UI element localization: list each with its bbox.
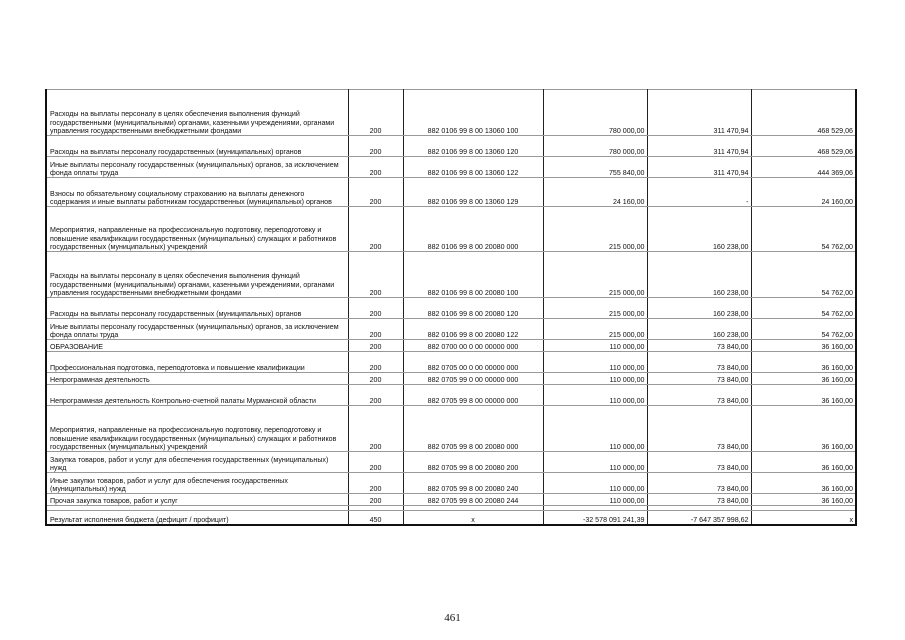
row-approved-amount: 110 000,00 [543,494,647,506]
row-budget-code: 882 0705 99 8 00 20080 000 [403,406,543,452]
row-unexecuted-amount: 36 160,00 [751,494,856,506]
row-approved-amount: 755 840,00 [543,157,647,178]
row-line-code: 200 [348,136,403,157]
row-budget-code: 882 0106 99 8 00 20080 120 [403,298,543,319]
row-budget-code: 882 0106 99 8 00 13060 129 [403,178,543,207]
table-row [46,373,856,385]
table-row [46,494,856,506]
budget-table [45,89,857,526]
row-executed-amount: -7 647 357 998,62 [647,511,751,526]
row-unexecuted-amount: 36 160,00 [751,452,856,473]
row-line-code: 200 [348,340,403,352]
row-budget-code: 882 0705 99 8 00 00000 000 [403,385,543,406]
row-approved-amount: 780 000,00 [543,136,647,157]
row-line-code: 200 [348,494,403,506]
row-line-code: 200 [348,157,403,178]
row-name: Результат исполнения бюджета (дефицит / профицит) [46,511,348,526]
row-budget-code: 882 0705 99 8 00 20080 240 [403,473,543,494]
row-unexecuted-amount: 36 160,00 [751,473,856,494]
row-approved-amount: 215 000,00 [543,298,647,319]
row-line-code: 200 [348,252,403,298]
row-executed-amount: 73 840,00 [647,473,751,494]
table-row [46,319,856,340]
table-row [46,406,856,452]
row-approved-amount: 110 000,00 [543,373,647,385]
row-line-code: 200 [348,452,403,473]
row-executed-amount: 160 238,00 [647,252,751,298]
row-executed-amount: 311 470,94 [647,157,751,178]
row-budget-code: 882 0106 99 8 00 13060 120 [403,136,543,157]
row-executed-amount: 73 840,00 [647,494,751,506]
table-row [46,157,856,178]
row-unexecuted-amount: 24 160,00 [751,178,856,207]
row-unexecuted-amount: 444 369,06 [751,157,856,178]
table-row [46,136,856,157]
row-line-code: 200 [348,473,403,494]
table-row [46,352,856,373]
row-approved-amount: 780 000,00 [543,90,647,136]
row-name: Закупка товаров, работ и услуг для обеспечения государственных (муниципальных) нужд [46,452,348,473]
row-unexecuted-amount: 36 160,00 [751,406,856,452]
table-row [46,452,856,473]
table-row [46,178,856,207]
row-budget-code: 882 0705 99 8 00 20080 244 [403,494,543,506]
row-executed-amount: 160 238,00 [647,319,751,340]
row-budget-code: 882 0705 00 0 00 00000 000 [403,352,543,373]
row-line-code: 200 [348,373,403,385]
row-executed-amount: 160 238,00 [647,207,751,252]
page-number: 461 [444,612,461,624]
row-unexecuted-amount: x [751,511,856,526]
row-name: Непрограммная деятельность [46,373,348,385]
row-name: Расходы на выплаты персоналу в целях обеспечения выполнения функций государственными (муниципальными) органами, казенными учреждениями, органами управления государственными внебюджетными фондами [46,252,348,298]
row-line-code: 200 [348,178,403,207]
row-executed-amount: 73 840,00 [647,373,751,385]
row-unexecuted-amount: 468 529,06 [751,90,856,136]
row-unexecuted-amount: 36 160,00 [751,340,856,352]
row-name: Иные выплаты персоналу государственных (муниципальных) органов, за исключением фонда оплаты труда [46,157,348,178]
row-approved-amount: 110 000,00 [543,452,647,473]
row-executed-amount: 73 840,00 [647,352,751,373]
row-budget-code: x [403,511,543,526]
row-line-code: 200 [348,406,403,452]
row-line-code: 200 [348,385,403,406]
row-approved-amount: 215 000,00 [543,207,647,252]
row-line-code: 200 [348,319,403,340]
row-budget-code: 882 0700 00 0 00 00000 000 [403,340,543,352]
row-budget-code: 882 0106 99 8 00 20080 000 [403,207,543,252]
row-budget-code: 882 0106 99 8 00 13060 100 [403,90,543,136]
row-approved-amount: 110 000,00 [543,406,647,452]
row-name: Взносы по обязательному социальному страхованию на выплаты денежного содержания и иные выплаты работникам государственных (муниципальных) органов [46,178,348,207]
row-executed-amount: 311 470,94 [647,136,751,157]
row-executed-amount: 73 840,00 [647,406,751,452]
row-unexecuted-amount: 54 762,00 [751,252,856,298]
table-row-result [46,511,856,526]
table-row [46,90,856,136]
row-name: Расходы на выплаты персоналу в целях обеспечения выполнения функций государственными (муниципальными) органами, казенными учреждениями, органами управления государственными внебюджетными фондами [46,90,348,136]
row-name: Иные выплаты персоналу государственных (муниципальных) органов, за исключением фонда оплаты труда [46,319,348,340]
row-executed-amount: 311 470,94 [647,90,751,136]
row-budget-code: 882 0106 99 8 00 20080 122 [403,319,543,340]
row-executed-amount: - [647,178,751,207]
row-executed-amount: 73 840,00 [647,385,751,406]
row-approved-amount: 24 160,00 [543,178,647,207]
row-unexecuted-amount: 36 160,00 [751,352,856,373]
row-name: Профессиональная подготовка, переподготовка и повышение квалификации [46,352,348,373]
row-line-code: 200 [348,90,403,136]
row-name: Расходы на выплаты персоналу государственных (муниципальных) органов [46,136,348,157]
row-budget-code: 882 0106 99 8 00 20080 100 [403,252,543,298]
row-name: ОБРАЗОВАНИЕ [46,340,348,352]
row-unexecuted-amount: 36 160,00 [751,385,856,406]
row-name: Иные закупки товаров, работ и услуг для обеспечения государственных (муниципальных) нужд [46,473,348,494]
row-unexecuted-amount: 54 762,00 [751,319,856,340]
table-row [46,207,856,252]
row-unexecuted-amount: 54 762,00 [751,298,856,319]
row-line-code: 200 [348,352,403,373]
row-approved-amount: 110 000,00 [543,473,647,494]
row-budget-code: 882 0705 99 8 00 20080 200 [403,452,543,473]
row-approved-amount: 110 000,00 [543,385,647,406]
row-unexecuted-amount: 54 762,00 [751,207,856,252]
row-approved-amount: 110 000,00 [543,352,647,373]
row-executed-amount: 160 238,00 [647,298,751,319]
row-line-code: 450 [348,511,403,526]
row-unexecuted-amount: 468 529,06 [751,136,856,157]
row-name: Мероприятия, направленные на профессиональную подготовку, переподготовку и повышение квалификации государственных (муниципальных) служащих и работников государственных (муниципальных) учреждений [46,207,348,252]
row-line-code: 200 [348,207,403,252]
table-row [46,473,856,494]
row-unexecuted-amount: 36 160,00 [751,373,856,385]
row-budget-code: 882 0705 99 0 00 00000 000 [403,373,543,385]
row-name: Прочая закупка товаров, работ и услуг [46,494,348,506]
row-name: Мероприятия, направленные на профессиональную подготовку, переподготовку и повышение квалификации государственных (муниципальных) служащих и работников государственных (муниципальных) учреждений [46,406,348,452]
table-row [46,298,856,319]
table-row [46,252,856,298]
table-row [46,385,856,406]
row-approved-amount: 215 000,00 [543,319,647,340]
row-approved-amount: -32 578 091 241,39 [543,511,647,526]
row-approved-amount: 110 000,00 [543,340,647,352]
row-name: Расходы на выплаты персоналу государственных (муниципальных) органов [46,298,348,319]
row-budget-code: 882 0106 99 8 00 13060 122 [403,157,543,178]
row-executed-amount: 73 840,00 [647,340,751,352]
row-executed-amount: 73 840,00 [647,452,751,473]
row-line-code: 200 [348,298,403,319]
row-name: Непрограммная деятельность Контрольно-счетной палаты Мурманской области [46,385,348,406]
row-approved-amount: 215 000,00 [543,252,647,298]
table-row [46,340,856,352]
